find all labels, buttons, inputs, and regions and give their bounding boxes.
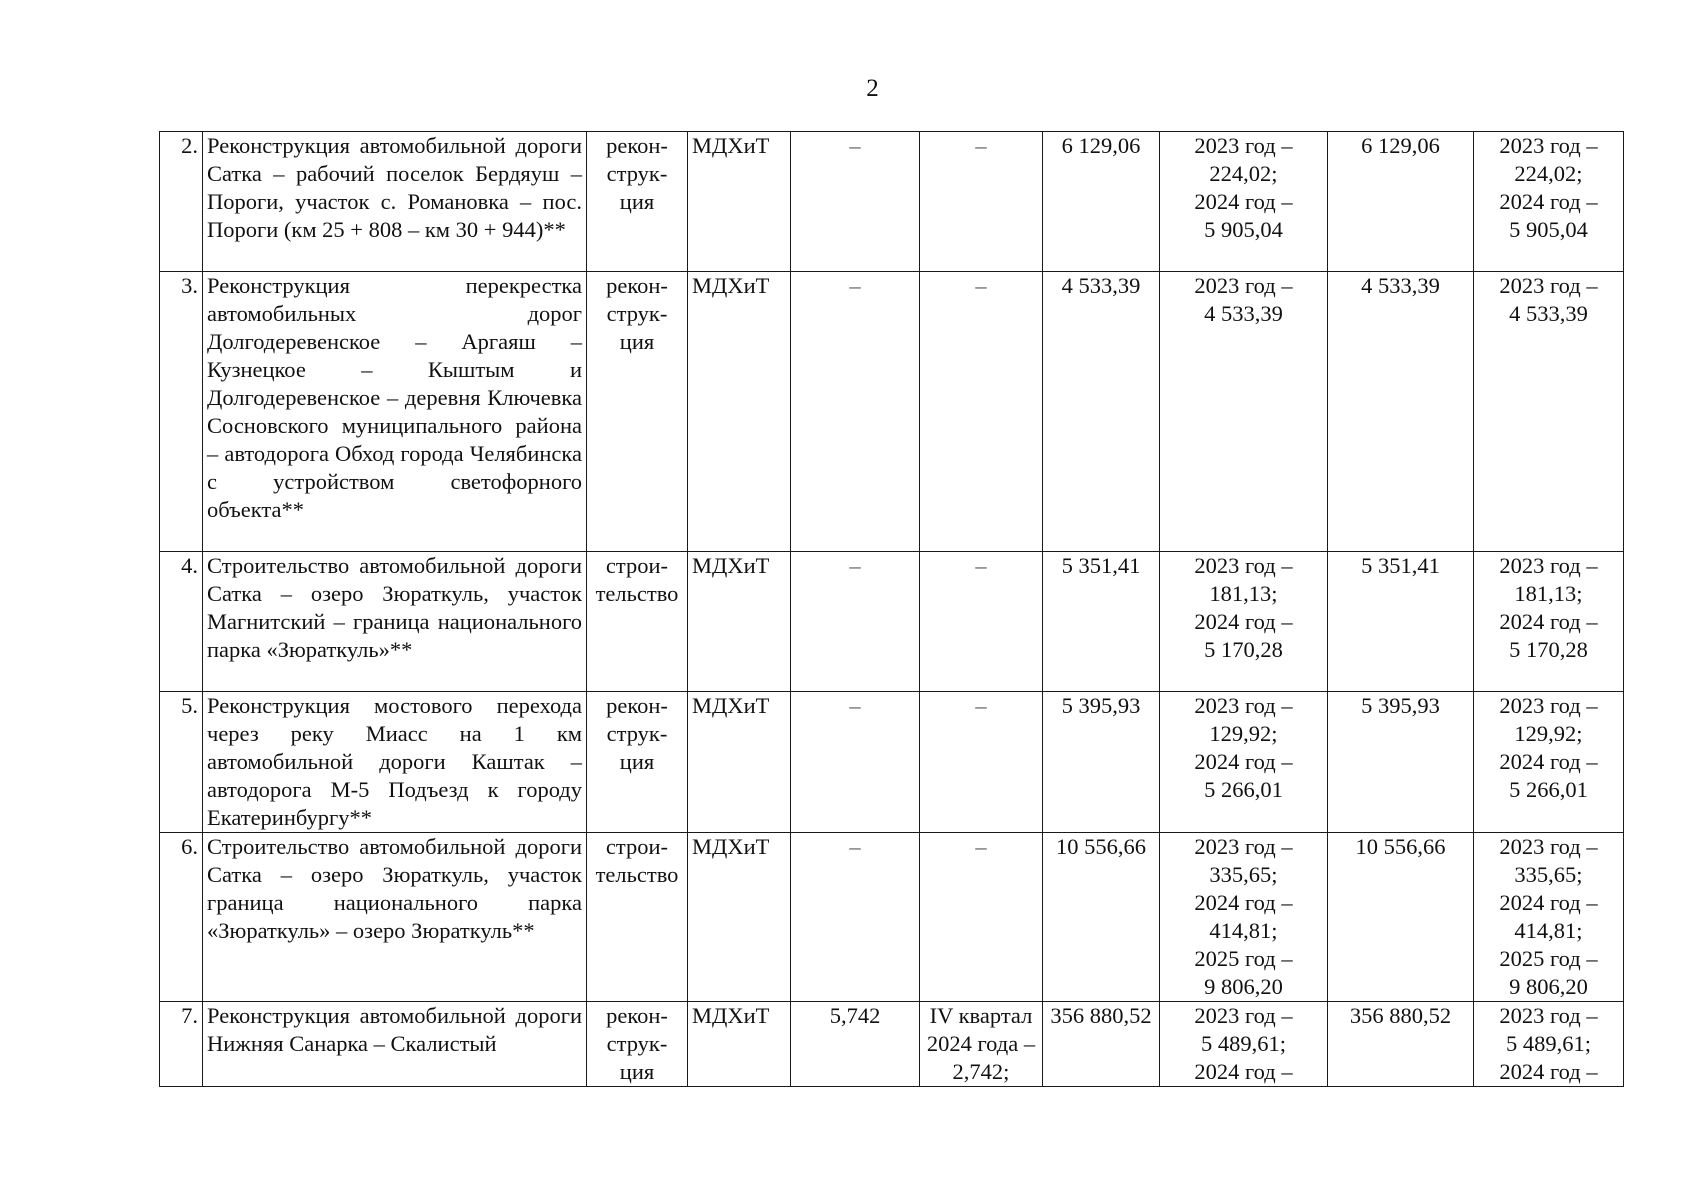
- objects-table: [159, 131, 1624, 1087]
- object-name: Реконструкция автомобильной дороги Сатка – рабочий поселок Бердяуш – Пороги, участок с. Романовка – пос. Пороги (км 25 + 808 – км 30 + 944)**: [203, 132, 587, 272]
- object-name: Реконструкция перекрестка автомобильных дорог Долгодеревенское – Аргаяш – Кузнецкое – Кыштым и Долгодеревенское – деревня Ключевка Сосновского муниципального района – автодорога Обход города Челябинска с устройством светофорного объекта**: [203, 272, 587, 552]
- work-type: рекон- струк- ция: [587, 692, 688, 833]
- financing-amount: 5 351,41: [1328, 552, 1474, 692]
- table-row: [160, 692, 1624, 833]
- table-row: [160, 833, 1624, 1002]
- object-name: Строительство автомобильной дороги Сатка – озеро Зюраткуль, участок Магнитский – граница национального парка «Зюраткуль»**: [203, 552, 587, 692]
- object-name: Реконструкция автомобильной дороги Нижняя Санарка – Скалистый: [203, 1002, 587, 1087]
- page-number: 2: [866, 75, 879, 102]
- financing-by-years: 2023 год – 129,92; 2024 год – 5 266,01: [1474, 692, 1624, 833]
- financing-by-years: 2023 год – 4 533,39: [1474, 272, 1624, 552]
- row-number: 7.: [160, 1002, 203, 1087]
- row-number: 4.: [160, 552, 203, 692]
- cost-by-years: 2023 год – 181,13; 2024 год – 5 170,28: [1160, 552, 1328, 692]
- table-body: [160, 132, 1624, 1087]
- work-type: рекон- струк- ция: [587, 272, 688, 552]
- cost-by-years: 2023 год – 5 489,61; 2024 год –: [1160, 1002, 1328, 1087]
- financing-amount: 356 880,52: [1328, 1002, 1474, 1087]
- financing-by-years: 2023 год – 224,02; 2024 год – 5 905,04: [1474, 132, 1624, 272]
- estimated-cost: 4 533,39: [1043, 272, 1160, 552]
- responsible-org: МДХиТ: [688, 132, 791, 272]
- object-length: –: [791, 552, 920, 692]
- responsible-org: МДХиТ: [688, 833, 791, 1002]
- commissioning-term: –: [920, 132, 1043, 272]
- cost-by-years: 2023 год – 4 533,39: [1160, 272, 1328, 552]
- financing-amount: 5 395,93: [1328, 692, 1474, 833]
- financing-by-years: 2023 год – 5 489,61; 2024 год –: [1474, 1002, 1624, 1087]
- commissioning-term: IV квартал 2024 года – 2,742;: [920, 1002, 1043, 1087]
- cost-by-years: 2023 год – 129,92; 2024 год – 5 266,01: [1160, 692, 1328, 833]
- cost-by-years: 2023 год – 224,02; 2024 год – 5 905,04: [1160, 132, 1328, 272]
- object-length: –: [791, 272, 920, 552]
- estimated-cost: 5 395,93: [1043, 692, 1160, 833]
- financing-by-years: 2023 год – 335,65; 2024 год – 414,81; 2025 год – 9 806,20: [1474, 833, 1624, 1002]
- row-number: 5.: [160, 692, 203, 833]
- object-name: Реконструкция мостового перехода через реку Миасс на 1 км автомобильной дороги Каштак – автодорога М-5 Подъезд к городу Екатеринбургу**: [203, 692, 587, 833]
- table-row: [160, 1002, 1624, 1087]
- financing-amount: 4 533,39: [1328, 272, 1474, 552]
- row-number: 2.: [160, 132, 203, 272]
- estimated-cost: 10 556,66: [1043, 833, 1160, 1002]
- object-length: 5,742: [791, 1002, 920, 1087]
- financing-amount: 6 129,06: [1328, 132, 1474, 272]
- table-row: [160, 552, 1624, 692]
- commissioning-term: –: [920, 272, 1043, 552]
- table-row: [160, 132, 1624, 272]
- commissioning-term: –: [920, 552, 1043, 692]
- row-number: 3.: [160, 272, 203, 552]
- estimated-cost: 356 880,52: [1043, 1002, 1160, 1087]
- responsible-org: МДХиТ: [688, 272, 791, 552]
- cost-by-years: 2023 год – 335,65; 2024 год – 414,81; 2025 год – 9 806,20: [1160, 833, 1328, 1002]
- financing-by-years: 2023 год – 181,13; 2024 год – 5 170,28: [1474, 552, 1624, 692]
- financing-amount: 10 556,66: [1328, 833, 1474, 1002]
- work-type: строи- тельство: [587, 552, 688, 692]
- estimated-cost: 6 129,06: [1043, 132, 1160, 272]
- object-length: –: [791, 692, 920, 833]
- estimated-cost: 5 351,41: [1043, 552, 1160, 692]
- object-length: –: [791, 833, 920, 1002]
- work-type: строи- тельство: [587, 833, 688, 1002]
- work-type: рекон- струк- ция: [587, 132, 688, 272]
- table-row: [160, 272, 1624, 552]
- commissioning-term: –: [920, 692, 1043, 833]
- work-type: рекон- струк- ция: [587, 1002, 688, 1087]
- responsible-org: МДХиТ: [688, 552, 791, 692]
- responsible-org: МДХиТ: [688, 692, 791, 833]
- row-number: 6.: [160, 833, 203, 1002]
- object-name: Строительство автомобильной дороги Сатка – озеро Зюраткуль, участок граница национального парка «Зюраткуль» – озеро Зюраткуль**: [203, 833, 587, 1002]
- responsible-org: МДХиТ: [688, 1002, 791, 1087]
- object-length: –: [791, 132, 920, 272]
- commissioning-term: –: [920, 833, 1043, 1002]
